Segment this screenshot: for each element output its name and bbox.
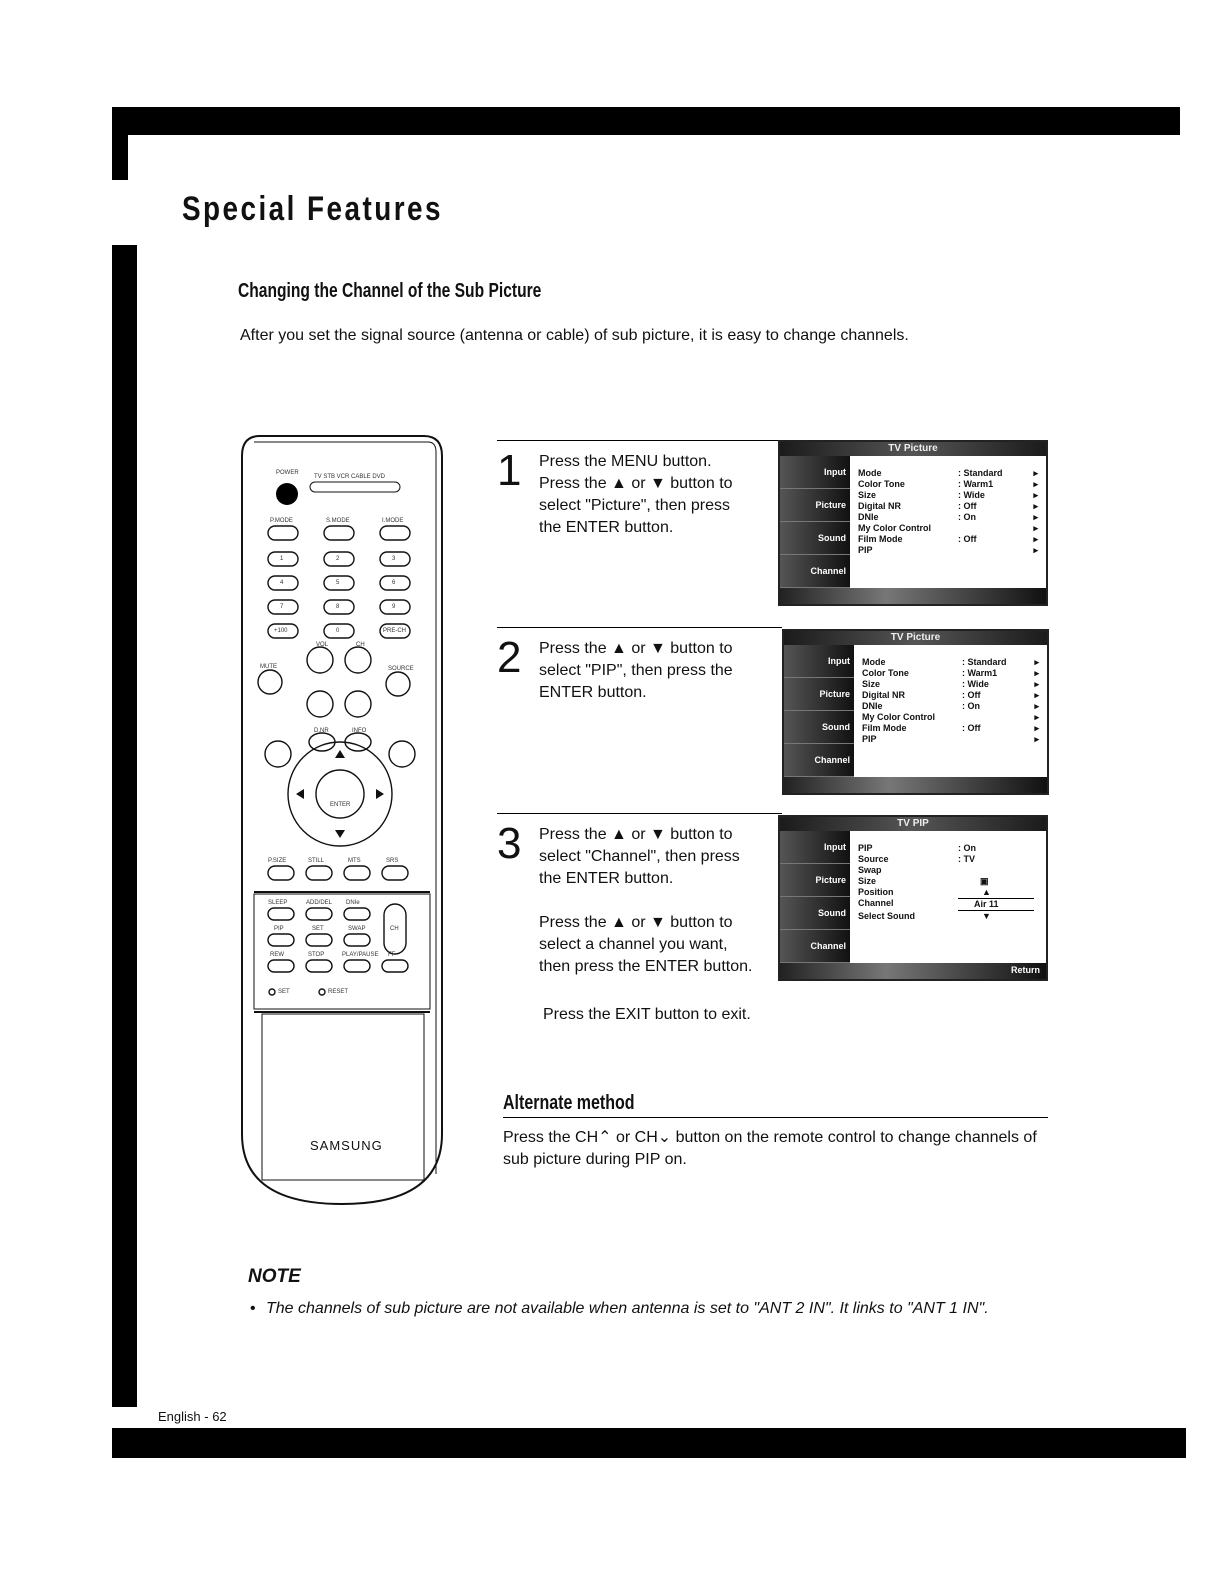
osd-row-value: : On [962,701,980,711]
page-title: Special Features [182,190,443,228]
osd-3-rows [858,843,1038,922]
remote-dnie-label: DNIe [346,900,360,906]
section-subtitle: Changing the Channel of the Sub Picture [238,280,542,302]
remote-modes-label: TV STB VCR CABLE DVD [314,474,386,480]
osd-1-row [858,545,1038,556]
osd-row-label: My Color Control [858,523,931,533]
osd-3-row [858,911,1038,922]
osd-1-tabs [780,456,850,588]
osd-pip-menu [778,815,1048,981]
step-2 [497,627,782,788]
alternate-method-heading-text: Alternate method [503,1092,635,1114]
step-2-text [539,638,779,704]
osd-row-value: : Standard [962,657,1007,667]
osd-row-value: : Warm1 [958,479,994,489]
osd-2-row [862,723,1039,734]
osd-3-row [858,843,1038,854]
osd-1-tab-sound: Sound [780,522,850,555]
remote-stop-label: STOP [308,952,325,958]
osd-row-label: Source [858,854,889,864]
osd-row-value: : On [958,512,976,522]
bottom-black-bar [112,1428,1186,1458]
osd-row-value: : Standard [958,468,1003,478]
step-1-line: Press the ▲ or ▼ button to [539,475,733,492]
remote-adddel-label: ADD/DEL [306,900,333,906]
remote-source-label: SOURCE [388,666,414,672]
section-intro: After you set the signal source (antenna or cable) of sub picture, it is easy to change channels. [240,327,909,344]
osd-row-label: PIP [858,843,873,853]
osd-row-label: Color Tone [862,668,909,678]
osd-2-tab-channel: Channel [784,744,854,777]
osd-row-label: Size [858,490,877,500]
osd-row-value: : Off [958,534,977,544]
osd-3-tab-channel: Channel [780,930,850,963]
remote-smode-label: S.MODE [326,518,350,524]
osd-row-label: DNIe [858,512,879,522]
arrow-right-icon: ▸ [1034,723,1039,733]
osd-row-label: My Color Control [862,712,935,722]
osd-3-tab-sound: Sound [780,897,850,930]
top-black-bar [112,107,1180,135]
step-3-line: select "Channel", then press [539,848,740,865]
osd-row-value [958,865,1038,876]
channel-value: Air 11 [958,898,1034,911]
osd-2-footer [784,777,1047,793]
step-1-line: the ENTER button. [539,519,674,536]
remote-small-reset-label: RESET [328,989,349,995]
remote-mts-label: MTS [348,858,361,864]
bullet-icon: • [250,1300,256,1317]
step-3-text [539,824,779,978]
remote-key-6: 6 [392,580,396,586]
osd-1-row [858,501,1038,512]
osd-3-row [858,865,1038,876]
osd-3-row [858,876,1038,887]
osd-picture-menu-2 [782,629,1049,795]
page-number: English - 62 [158,1409,227,1424]
arrow-right-icon: ▸ [1033,490,1038,500]
step-2-line: Press the ▲ or ▼ button to [539,640,733,657]
osd-1-tab-picture: Picture [780,489,850,522]
osd-row-value [962,734,1029,745]
note-text [250,1297,1040,1320]
arrow-right-icon: ▸ [1033,534,1038,544]
osd-1-header: TV Picture [780,442,1046,456]
step-3-spacer [539,890,779,912]
remote-key-9: 9 [392,604,396,610]
remote-key-plus100: +100 [274,628,288,634]
step-1 [497,440,782,601]
osd-row-value [958,545,1028,556]
osd-row-label: Position [858,887,894,897]
remote-still-label: STILL [308,858,325,864]
arrow-right-icon: ▸ [1034,734,1039,744]
osd-row-value: : Off [962,723,981,733]
osd-2-tab-input: Input [784,645,854,678]
osd-row-value: : TV [958,854,975,864]
osd-3-tab-picture: Picture [780,864,850,897]
remote-control-illustration [240,434,444,1206]
osd-row-value: : On [958,843,976,853]
arrow-right-icon: ▸ [1034,657,1039,667]
osd-2-row [862,668,1039,679]
step-3-line: then press the ENTER button. [539,958,753,975]
remote-pipch-label: CH [390,926,399,932]
osd-1-row [858,479,1038,490]
arrow-right-icon: ▸ [1033,479,1038,489]
step-3-line: Press the ▲ or ▼ button to [539,914,733,931]
remote-ch-label: CH [356,642,365,648]
osd-1-row [858,468,1038,479]
remote-key-5: 5 [336,580,340,586]
arrow-right-icon: ▸ [1034,679,1039,689]
remote-rew-label: REW [270,952,284,958]
remote-dnr-label: D.NR [314,728,329,734]
step-3-line: select a channel you want, [539,936,728,953]
remote-pip-label: PIP [274,926,284,932]
osd-1-row [858,534,1038,545]
osd-2-header: TV Picture [784,631,1047,645]
step-2-number: 2 [497,633,522,682]
osd-row-label: Size [858,876,877,886]
remote-sleep-label: SLEEP [268,900,288,906]
osd-row-label: Mode [858,468,882,478]
osd-row-value [958,523,1028,534]
remote-key-8: 8 [336,604,340,610]
osd-row-value: : Wide [962,679,989,689]
osd-3-row [858,854,1038,865]
osd-3-row [858,898,1038,911]
osd-row-label: Color Tone [858,479,905,489]
remote-imode-label: I.MODE [382,518,404,524]
step-2-line: ENTER button. [539,684,647,701]
alternate-method-text: Press the CH⌃ or CH⌄ button on the remote control to change channels of sub picture during PIP on. [503,1129,1037,1168]
osd-row-label: PIP [858,545,873,555]
step-2-line: select "PIP", then press the [539,662,733,679]
osd-3-tabs [780,831,850,963]
remote-srs-label: SRS [386,858,399,864]
osd-2-tabs [784,645,854,777]
arrow-right-icon: ▸ [1034,712,1039,722]
osd-2-row [862,701,1039,712]
osd-2-rows [862,657,1039,745]
osd-2-row [862,690,1039,701]
osd-row-value [962,712,1029,723]
osd-3-header: TV PIP [780,817,1046,831]
remote-info-label: INFO [352,728,367,734]
osd-row-label: Size [862,679,881,689]
osd-2-row [862,712,1039,723]
arrow-right-icon: ▸ [1033,468,1038,478]
step-3 [497,813,782,984]
osd-1-row [858,512,1038,523]
osd-1-tab-input: Input [780,456,850,489]
osd-row-label: Mode [862,657,886,667]
osd-row-label: Swap [858,865,882,875]
pip-size-icon: ▣ [980,876,989,886]
exit-note: Press the EXIT button to exit. [543,1006,751,1023]
remote-brand-logo: SAMSUNG [310,1138,383,1153]
osd-row-value: : Off [962,690,981,700]
osd-row-label: Film Mode [858,534,903,544]
remote-set-label: SET [312,926,324,932]
osd-row-value: : Off [958,501,977,511]
arrow-right-icon: ▸ [1034,668,1039,678]
arrow-right-icon: ▸ [1034,701,1039,711]
arrow-right-icon: ▸ [1033,501,1038,511]
step-3-line: Press the ▲ or ▼ button to [539,826,733,843]
remote-mute-label: MUTE [260,664,277,670]
osd-2-row [862,734,1039,745]
remote-key-3: 3 [392,556,396,562]
step-3-number: 3 [497,819,522,868]
remote-small-set-label: SET [278,989,290,995]
osd-row-label: Digital NR [858,501,902,511]
osd-row-label: Select Sound [858,911,916,921]
remote-key-4: 4 [280,580,284,586]
osd-1-rows [858,468,1038,556]
remote-vol-label: VOL [316,642,329,648]
arrow-down-icon: ▼ [982,911,991,921]
step-1-number: 1 [497,446,522,495]
remote-key-7: 7 [280,604,284,610]
osd-2-row [862,657,1039,668]
osd-1-row [858,523,1038,534]
top-left-black-tab [112,107,128,180]
remote-key-0: 0 [336,628,340,634]
note-body: The channels of sub picture are not available when antenna is set to "ANT 2 IN". It links to "ANT 1 IN". [266,1300,989,1317]
arrow-up-icon: ▲ [982,887,991,897]
osd-1-tab-channel: Channel [780,555,850,588]
remote-pmode-label: P.MODE [270,518,293,524]
remote-power-label: POWER [276,470,299,476]
osd-3-row [858,887,1038,898]
remote-key-1: 1 [280,556,284,562]
osd-row-label: PIP [862,734,877,744]
step-1-line: select "Picture", then press [539,497,730,514]
arrow-right-icon: ▸ [1034,690,1039,700]
remote-key-2: 2 [336,556,340,562]
step-1-line: Press the MENU button. [539,453,712,470]
osd-2-row [862,679,1039,690]
alternate-method-heading [503,1092,1048,1118]
note-heading: NOTE [248,1266,301,1287]
remote-playpause-label: PLAY/PAUSE [342,952,379,958]
osd-3-return-label: Return [1011,965,1040,975]
remote-body-icon [240,434,444,1206]
remote-psize-label: P.SIZE [268,858,287,864]
remote-swap-label: SWAP [348,926,366,932]
osd-row-label: DNIe [862,701,883,711]
step-1-text [539,451,779,539]
arrow-right-icon: ▸ [1033,523,1038,533]
osd-2-tab-sound: Sound [784,711,854,744]
step-3-line: the ENTER button. [539,870,674,887]
osd-2-tab-picture: Picture [784,678,854,711]
osd-row-value: : Warm1 [962,668,998,678]
osd-1-footer [780,588,1046,604]
osd-3-tab-input: Input [780,831,850,864]
remote-key-prech: PRE-CH [383,628,407,634]
arrow-right-icon: ▸ [1033,512,1038,522]
osd-row-label: Channel [858,898,894,908]
osd-row-label: Film Mode [862,723,907,733]
arrow-right-icon: ▸ [1033,545,1038,555]
osd-row-value: : Wide [958,490,985,500]
osd-3-footer [780,963,1046,979]
left-black-bar [112,245,137,1407]
osd-row-label: Digital NR [862,690,906,700]
osd-picture-menu-1 [778,440,1048,606]
remote-enter-label: ENTER [330,802,351,808]
osd-1-row [858,490,1038,501]
remote-ff-label: FF [388,952,396,958]
